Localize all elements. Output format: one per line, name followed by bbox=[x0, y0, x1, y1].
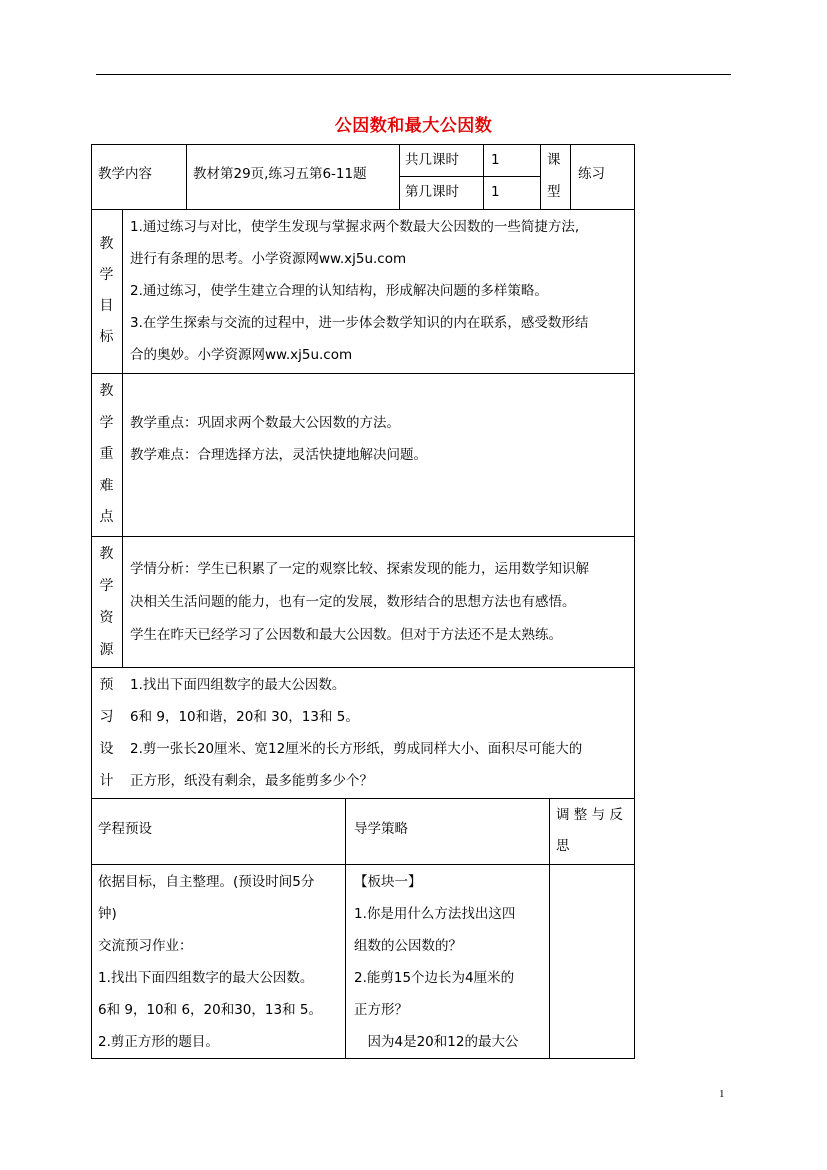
content-label: 教学内容 bbox=[98, 166, 152, 182]
process-col2-header: 导学策略 bbox=[354, 821, 408, 837]
process-col2-body: 【板块一】 1.你是用什么方法找出这四 组数的公因数的？ 2.能剪15个边长为4厘米的 正方形？ 因为4是20和12的最大公 bbox=[354, 874, 519, 1050]
content-value: 教材第29页,练习五第6-11题 bbox=[193, 166, 367, 182]
resources-text: 学情分析：学生已积累了一定的观察比较、探索发现的能力，运用数学知识解 决相关生活问题的能力，也有一定的发展，数形结合的思想方法也有感悟。 学生在昨天已经学习了公因数和最大公因数。但对于方法还不是太熟练。 bbox=[130, 561, 589, 643]
process-col1-body: 依据目标，自主整理。(预设时间5分 钟) 交流预习作业： 1.找出下面四组数字的最大公因数。 6和 9，10和 6，20和30，13和 5。 2.剪正方形的题目。 bbox=[98, 874, 322, 1050]
objectives-text: 1.通过练习与对比，使学生发现与掌握求两个数最大公因数的一些简捷方法, 进行有条理的思考。小学资源网ww.xj5u.com 2.通过练习，使学生建立合理的认知结构，形成解决问题的多样策略。 3.在学生探索与交流的过程中，进一步体会数学知识的内在联系，感受数形结 合的奥妙。小学资源网ww.xj5u.com bbox=[130, 219, 589, 363]
process-col1-header: 学程预设 bbox=[98, 821, 152, 837]
objectives-label: 教 学 目 标 bbox=[99, 236, 114, 345]
type-value: 练习 bbox=[578, 166, 605, 182]
header-rule bbox=[96, 74, 731, 75]
resources-label: 教 学 资 源 bbox=[99, 546, 114, 658]
total-hours-label: 共几课时 bbox=[405, 152, 459, 168]
page-number: 1 bbox=[719, 1088, 725, 1100]
current-hour-label: 第几课时 bbox=[405, 184, 459, 200]
page-title: 公因数和最大公因数 bbox=[334, 116, 493, 136]
key-points-text: 教学重点：巩固求两个数最大公因数的方法。 教学难点：合理选择方法，灵活快捷地解决问题。 bbox=[130, 415, 427, 463]
current-hour-value: 1 bbox=[491, 184, 500, 200]
total-hours-value: 1 bbox=[491, 152, 500, 168]
process-col3-header: 调 整 与 反 思 bbox=[556, 807, 623, 854]
key-points-label: 教 学 重 难 点 bbox=[99, 383, 114, 525]
type-label-1: 课 bbox=[547, 152, 561, 168]
preview-text: 1.找出下面四组数字的最大公因数。 6和 9，10和谐，20和 30，13和 5。 2.剪一张长20厘米、宽12厘米的长方形纸，剪成同样大小、面积尽可能大的 正方形，纸没有剩余，最多能剪多少个？ bbox=[130, 677, 583, 789]
type-label-2: 型 bbox=[547, 184, 561, 200]
preview-label: 预 习 设 计 bbox=[99, 677, 114, 789]
